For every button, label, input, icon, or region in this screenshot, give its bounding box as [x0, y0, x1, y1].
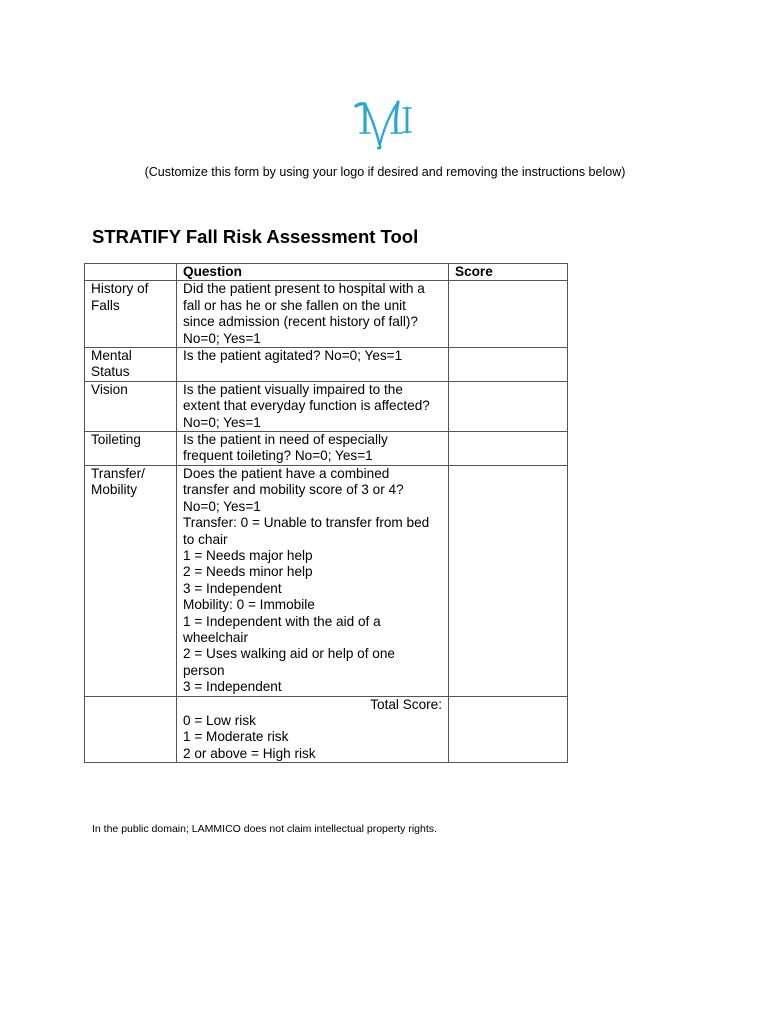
risk-scale-item: 1 = Moderate risk — [183, 729, 289, 745]
category-history-of-falls: History of Falls — [85, 281, 177, 348]
table-row — [85, 281, 568, 348]
question-history-of-falls: Did the patient present to hospital with a fall or has he or she fallen on the unit since admission (recent history of fall)? No=0; Yes=1 — [177, 281, 449, 348]
table-row — [85, 465, 568, 696]
category-vision: Vision — [85, 381, 177, 431]
table-row — [85, 348, 568, 382]
total-score-cell — [177, 696, 449, 763]
score-field-mental-status[interactable] — [449, 348, 568, 382]
score-field-transfer-mobility[interactable] — [449, 465, 568, 696]
risk-scale-item: 2 or above = High risk — [183, 745, 316, 761]
question-vision: Is the patient visually impaired to the extent that everyday function is affected? No=0; Yes=1 — [177, 381, 449, 431]
header-category-cell — [85, 264, 177, 281]
question-transfer-mobility: Does the patient have a combined transfer and mobility score of 3 or 4? No=0; Yes=1 Transfer: 0 = Unable to transfer from bed to chair 1 = Needs major help 2 = Needs minor help 3 = Independent Mobility: 0 = Immobile 1 = Independent with the aid of a wheelchair 2 = Uses walking aid or help of one person 3 = Independent — [177, 465, 449, 696]
assessment-table — [84, 263, 568, 763]
category-toileting: Toileting — [85, 432, 177, 466]
table-row — [85, 381, 568, 431]
total-empty-cell — [85, 696, 177, 763]
question-toileting: Is the patient in need of especially frequent toileting? No=0; Yes=1 — [177, 432, 449, 466]
category-transfer-mobility: Transfer/ Mobility — [85, 465, 177, 696]
total-row — [85, 696, 568, 763]
score-field-history-of-falls[interactable] — [449, 281, 568, 348]
header-score: Score — [449, 264, 568, 281]
category-mental-status: Mental Status — [85, 348, 177, 382]
total-score-field[interactable] — [449, 696, 568, 763]
score-field-vision[interactable] — [449, 381, 568, 431]
risk-scale-item: 0 = Low risk — [183, 712, 256, 728]
header-question: Question — [177, 264, 449, 281]
table-header-row — [85, 264, 568, 281]
page-title: STRATIFY Fall Risk Assessment Tool — [92, 226, 419, 247]
table-row — [85, 432, 568, 466]
total-score-label: Total Score: — [370, 696, 442, 712]
score-field-toileting[interactable] — [449, 432, 568, 466]
public-domain-notice: In the public domain; LAMMICO does not claim intellectual property rights. — [92, 823, 437, 835]
customize-instructions: (Customize this form by using your logo if desired and removing the instructions below) — [144, 165, 626, 179]
question-mental-status: Is the patient agitated? No=0; Yes=1 — [177, 348, 449, 382]
company-logo — [350, 92, 422, 150]
